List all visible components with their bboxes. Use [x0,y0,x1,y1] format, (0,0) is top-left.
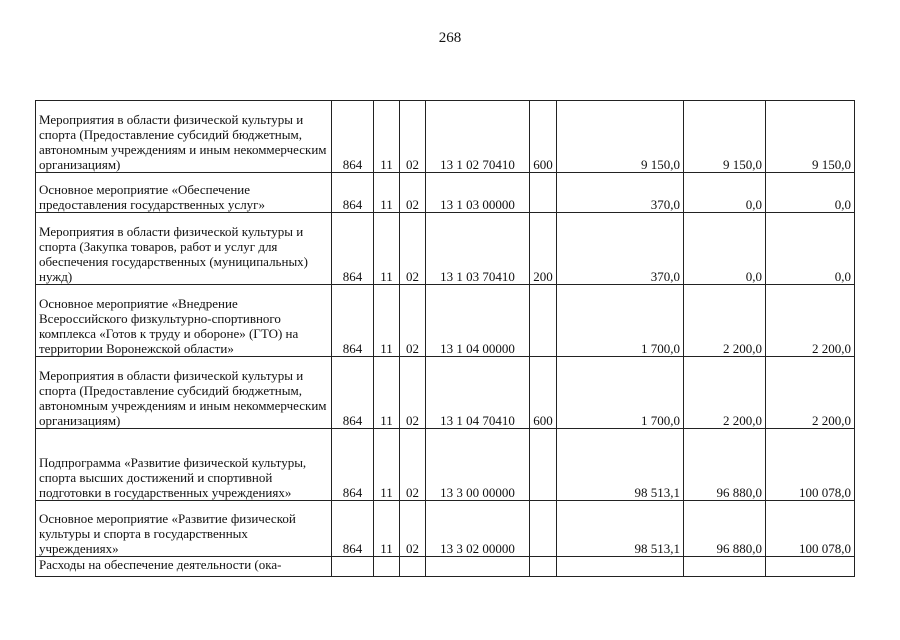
subsection-code: 02 [400,357,426,429]
grbs-code: 864 [332,501,374,557]
amount-year-3: 100 078,0 [766,501,855,557]
subsection-code: 02 [400,501,426,557]
subsection-code: 02 [400,429,426,501]
table-row [36,285,855,357]
row-name: Мероприятия в области физической культуры и спорта (Предоставление субсидий бюджетным, автономным учреждениям и иным некоммерческим организациям) [36,357,332,429]
amount-year-1: 1 700,0 [557,357,684,429]
amount-year-2: 2 200,0 [684,285,766,357]
amount-year-2: 96 880,0 [684,429,766,501]
amount-year-3 [766,557,855,577]
section-code: 11 [374,101,400,173]
expense-type-code: 600 [530,357,557,429]
expense-type-code [530,285,557,357]
amount-year-1: 1 700,0 [557,285,684,357]
grbs-code: 864 [332,173,374,213]
amount-year-2: 0,0 [684,213,766,285]
amount-year-1: 9 150,0 [557,101,684,173]
table-row [36,213,855,285]
table-row [36,357,855,429]
amount-year-1: 98 513,1 [557,501,684,557]
row-name: Основное мероприятие «Обеспечение предоставления государственных услуг» [36,173,332,213]
target-article-code: 13 1 04 00000 [426,285,530,357]
grbs-code: 864 [332,429,374,501]
table-row [36,501,855,557]
row-name: Расходы на обеспечение деятельности (ока- [36,557,332,577]
amount-year-1: 370,0 [557,173,684,213]
amount-year-2: 9 150,0 [684,101,766,173]
amount-year-3: 2 200,0 [766,357,855,429]
amount-year-2 [684,557,766,577]
row-name: Основное мероприятие «Развитие физической культуры и спорта в государственных учреждениях» [36,501,332,557]
table-row [36,173,855,213]
budget-table [35,100,855,577]
row-name: Подпрограмма «Развитие физической культуры, спорта высших достижений и спортивной подготовки в государственных учреждениях» [36,429,332,501]
grbs-code: 864 [332,213,374,285]
table-row [36,429,855,501]
expense-type-code [530,173,557,213]
section-code: 11 [374,173,400,213]
amount-year-1: 98 513,1 [557,429,684,501]
amount-year-3: 0,0 [766,213,855,285]
target-article-code: 13 1 03 00000 [426,173,530,213]
subsection-code: 02 [400,213,426,285]
grbs-code: 864 [332,285,374,357]
amount-year-3: 0,0 [766,173,855,213]
amount-year-1 [557,557,684,577]
subsection-code: 02 [400,173,426,213]
grbs-code: 864 [332,101,374,173]
page-number: 268 [438,30,462,46]
grbs-code [332,557,374,577]
amount-year-1: 370,0 [557,213,684,285]
grbs-code: 864 [332,357,374,429]
row-name: Мероприятия в области физической культуры и спорта (Предоставление субсидий бюджетным, автономным учреждениям и иным некоммерческим организациям) [36,101,332,173]
expense-type-code: 600 [530,101,557,173]
target-article-code: 13 3 00 00000 [426,429,530,501]
target-article-code: 13 3 02 00000 [426,501,530,557]
expense-type-code [530,501,557,557]
table-row [36,557,855,577]
expense-type-code [530,429,557,501]
row-name: Основное мероприятие «Внедрение Всероссийского физкультурно-спортивного комплекса «Готов к труду и обороне» (ГТО) на территории Воронежской области» [36,285,332,357]
amount-year-2: 96 880,0 [684,501,766,557]
section-code: 11 [374,213,400,285]
target-article-code: 13 1 03 70410 [426,213,530,285]
subsection-code: 02 [400,101,426,173]
target-article-code: 13 1 02 70410 [426,101,530,173]
row-name: Мероприятия в области физической культуры и спорта (Закупка товаров, работ и услуг для обеспечения государственных (муниципальных) нужд) [36,213,332,285]
section-code: 11 [374,357,400,429]
amount-year-3: 100 078,0 [766,429,855,501]
subsection-code [400,557,426,577]
section-code: 11 [374,285,400,357]
section-code: 11 [374,501,400,557]
amount-year-3: 2 200,0 [766,285,855,357]
section-code: 11 [374,429,400,501]
section-code [374,557,400,577]
expense-type-code: 200 [530,213,557,285]
target-article-code [426,557,530,577]
subsection-code: 02 [400,285,426,357]
target-article-code: 13 1 04 70410 [426,357,530,429]
table-row [36,101,855,173]
amount-year-2: 2 200,0 [684,357,766,429]
amount-year-2: 0,0 [684,173,766,213]
expense-type-code [530,557,557,577]
amount-year-3: 9 150,0 [766,101,855,173]
